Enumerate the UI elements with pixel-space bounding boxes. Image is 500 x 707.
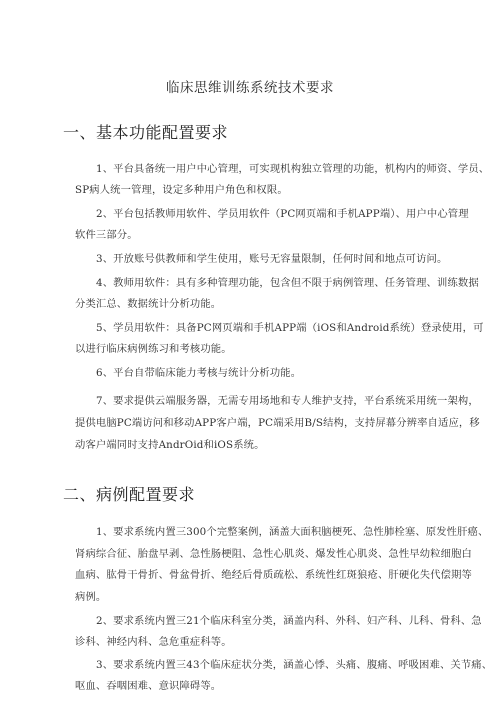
section-2-line-4: 病例。: [75, 591, 107, 603]
section-2-line-3: 血病、肱骨干骨折、骨盆骨折、绝经后骨质疏松、系统性红斑狼疮、肝硬化失代偿期等: [75, 569, 472, 581]
section-1-line-7: 分类汇总、数据统计分析功能。: [75, 298, 222, 310]
section-2-line-5: 2、要求系统内置三21个临床科室分类，涵盖内科、外科、妇产科、儿科、骨科、急: [96, 615, 482, 627]
section-2-line-1: 1、要求系统内置三300个完整案例，涵盖大面积脑梗死、急性肺栓塞、原发性肝癌、: [96, 526, 489, 538]
document-title: 临床思维训练系统技术要求: [166, 80, 334, 96]
section-1-line-12: 提供电脑PC端访问和移动APP客户端，PC端采用B/S结构，支持屏幕分辨率自适应，移: [75, 417, 480, 429]
section-heading-basic-functions: 一、基本功能配置要求: [63, 123, 229, 142]
section-heading-case-config: 二、病例配置要求: [63, 485, 196, 504]
section-2-line-7: 3、要求系统内置三43个临床症状分类，涵盖心悸、头痛、腹痛、呼吸困难、关节痛、: [96, 659, 493, 671]
section-1-line-4: 软件三部分。: [75, 229, 138, 241]
section-1-line-9: 以进行临床病例练习和考核功能。: [75, 343, 232, 355]
section-1-line-3: 2、平台包括教师用软件、学员用软件（PC网页端和手机APP端）、用户中心管理: [96, 208, 469, 220]
section-2-line-2: 肾病综合征、胎盘早剥、急性肠梗阻、急性心肌炎、爆发性心肌炎、急性早幼粒细胞白: [75, 548, 472, 560]
section-1-line-10: 6、平台自带临床能力考核与统计分析功能。: [96, 367, 302, 379]
section-2-line-8: 呕血、吞咽困难、意识障碍等。: [75, 680, 222, 692]
section-1-line-13: 动客户端同时支持AndrOid和iOS系统。: [75, 439, 265, 451]
section-2-line-6: 诊科、神经内科、急危重症科等。: [75, 636, 232, 648]
section-1-line-6: 4、教师用软件：具有多种管理功能，包含但不限于病例管理、任务管理、训练数据: [96, 277, 479, 289]
section-1-line-1: 1、平台具备统一用户中心管理，可实现机构独立管理的功能，机构内的师资、学员、: [96, 163, 490, 175]
section-1-line-8: 5、学员用软件：具备PC网页端和手机APP端（iOS和Android系统）登录使用，可: [96, 322, 484, 334]
section-1-line-5: 3、开放账号供教师和学生使用，账号无容量限制，任何时间和地点可访问。: [96, 253, 448, 265]
section-1-line-11: 7、要求提供云端服务器，无需专用场地和专人维护支持，平台系统采用统一架构，: [96, 395, 479, 407]
section-1-line-2: SP病人统一管理，设定多种用户角色和权限。: [75, 184, 288, 196]
